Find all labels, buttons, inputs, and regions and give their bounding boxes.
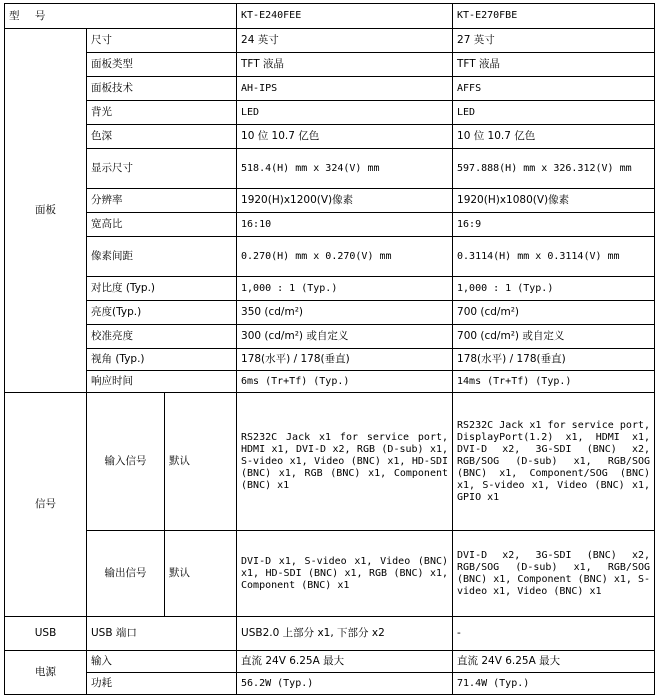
spec-row [5,101,655,125]
spec-row [5,349,655,371]
row-label: 功耗 [87,673,237,695]
value-a: AH-IPS [237,77,453,101]
value-a: LED [237,101,453,125]
spec-row [5,149,655,189]
value-a: 178(水平) / 178(垂直) [237,349,453,371]
spec-row [5,325,655,349]
value-b: 71.4W (Typ.) [453,673,655,695]
value-b: - [453,617,655,651]
value-a: 10 位 10.7 亿色 [237,125,453,149]
power-row [5,651,655,673]
row-label: 输出信号 [87,531,165,617]
value-b: 700 (cd/m²) 或自定义 [453,325,655,349]
group-power: 电源 [5,651,87,695]
value-a: 16:10 [237,213,453,237]
value-a: 0.270(H) mm x 0.270(V) mm [237,237,453,277]
usb-row [5,617,655,651]
row-label: 亮度(Typ.) [87,301,237,325]
value-b: RS232C Jack x1 for service port, DisplayPort(1.2) x1, HDMI x1, DVI-D x2, 3G-SDI (BNC) x2, RGB/SOG (D-sub) x1, RGB/SOG (BNC) x1, Component/SOG (BNC) x1, S-video x1, Video (BNC) x1, GPIO x1 [453,393,655,531]
row-label: 面板技术 [87,77,237,101]
value-b: 16:9 [453,213,655,237]
value-a: USB2.0 上部分 x1, 下部分 x2 [237,617,453,651]
model-b: KT-E270FBE [453,4,655,29]
row-label: 背光 [87,101,237,125]
row-label: 校准亮度 [87,325,237,349]
row-label: 显示尺寸 [87,149,237,189]
value-b: TFT 液晶 [453,53,655,77]
value-a: RS232C Jack x1 for service port, HDMI x1, DVI-D x2, RGB (D-sub) x1, S-video x1, Video (BNC) x1, HD-SDI (BNC) x1, RGB (BNC) x1, Component (BNC) x1 [237,393,453,531]
value-a: 1,000 : 1 (Typ.) [237,277,453,301]
spec-row [5,77,655,101]
row-label: 面板类型 [87,53,237,77]
value-a: 300 (cd/m²) 或自定义 [237,325,453,349]
value-b: DVI-D x2, 3G-SDI (BNC) x2, RGB/SOG (D-sub) x1, RGB/SOG (BNC) x1, Component (BNC) x1, S-video x1, Video (BNC) x1 [453,531,655,617]
row-label: 宽高比 [87,213,237,237]
spec-row [5,125,655,149]
row-label: 色深 [87,125,237,149]
spec-row [5,29,655,53]
spec-row [5,277,655,301]
value-b: 700 (cd/m²) [453,301,655,325]
value-b: AFFS [453,77,655,101]
spec-row [5,237,655,277]
spec-row [5,189,655,213]
value-b: 1920(H)x1080(V)像素 [453,189,655,213]
value-b: LED [453,101,655,125]
row-sublabel: 默认 [165,531,237,617]
value-a: 24 英寸 [237,29,453,53]
group-panel: 面板 [5,29,87,393]
model-a: KT-E240FEE [237,4,453,29]
spec-row [5,53,655,77]
header-label: 型 号 [5,4,237,29]
spec-table [4,3,655,695]
value-a: 350 (cd/m²) [237,301,453,325]
value-b: 直流 24V 6.25A 最大 [453,651,655,673]
row-label: 分辨率 [87,189,237,213]
row-label: 视角 (Typ.) [87,349,237,371]
header-row [5,4,655,29]
value-a: 6ms (Tr+Tf) (Typ.) [237,371,453,393]
spec-row [5,301,655,325]
value-b: 27 英寸 [453,29,655,53]
value-b: 178(水平) / 178(垂直) [453,349,655,371]
group-signal: 信号 [5,393,87,617]
row-label: 对比度 (Typ.) [87,277,237,301]
row-label: 尺寸 [87,29,237,53]
signal-row [5,393,655,531]
row-label: 像素间距 [87,237,237,277]
value-a: TFT 液晶 [237,53,453,77]
value-b: 597.888(H) mm x 326.312(V) mm [453,149,655,189]
row-label: 输入 [87,651,237,673]
value-a: 1920(H)x1200(V)像素 [237,189,453,213]
row-sublabel: 默认 [165,393,237,531]
row-label: 响应时间 [87,371,237,393]
group-usb: USB [5,617,87,651]
value-a: 56.2W (Typ.) [237,673,453,695]
value-b: 14ms (Tr+Tf) (Typ.) [453,371,655,393]
value-b: 10 位 10.7 亿色 [453,125,655,149]
value-b: 0.3114(H) mm x 0.3114(V) mm [453,237,655,277]
spec-row [5,213,655,237]
row-label: 输入信号 [87,393,165,531]
value-a: 518.4(H) mm x 324(V) mm [237,149,453,189]
signal-row [5,531,655,617]
value-a: 直流 24V 6.25A 最大 [237,651,453,673]
value-a: DVI-D x1, S-video x1, Video (BNC) x1, HD-SDI (BNC) x1, RGB (BNC) x1, Component (BNC) x1 [237,531,453,617]
value-b: 1,000 : 1 (Typ.) [453,277,655,301]
row-label: USB 端口 [87,617,237,651]
spec-row [5,371,655,393]
